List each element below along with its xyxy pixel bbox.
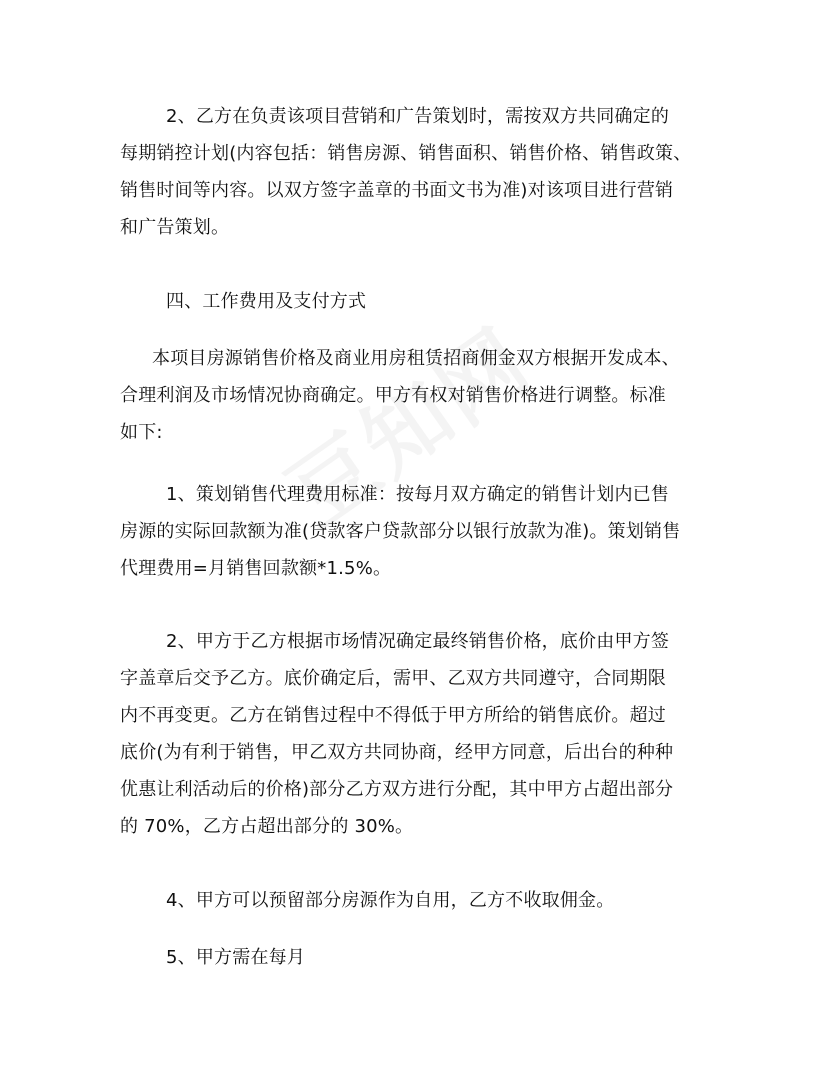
text-line: 代理费用=月销售回款额*1.5%。 <box>120 558 392 579</box>
heading-text: 四、工作费用及支付方式 <box>166 291 367 312</box>
text-line: 1、策划销售代理费用标准：按每月双方确定的销售计划内已售 <box>166 484 670 505</box>
text-line: 内不再变更。乙方在销售过程中不得低于甲方所给的销售底价。超过 <box>120 705 666 726</box>
text-line: 如下: <box>120 422 163 443</box>
paragraph-sales-plan <box>120 98 720 246</box>
paragraph-monthly <box>120 939 720 976</box>
text-line: 底价(为有利于销售，甲乙双方共同协商，经甲方同意，后出台的种种 <box>120 742 674 763</box>
text-line: 和广告策划。 <box>120 217 230 238</box>
text-line: 4、甲方可以预留部分房源作为自用，乙方不收取佣金。 <box>166 890 615 911</box>
text-line: 2、甲方于乙方根据市场情况确定最终销售价格，底价由甲方签 <box>166 631 670 652</box>
text-line: 的 70%，乙方占超出部分的 30%。 <box>120 816 414 837</box>
text-line: 每期销控计划(内容包括：销售房源、销售面积、销售价格、销售政策、 <box>120 143 692 164</box>
text-line: 优惠让利活动后的价格)部分乙方双方进行分配，其中甲方占超出部分 <box>120 779 674 800</box>
text-line: 销售时间等内容。以双方签字盖章的书面文书为准)对该项目进行营销 <box>120 180 674 201</box>
text-line: 5、甲方需在每月 <box>166 947 306 968</box>
paragraph-base-price <box>120 623 720 845</box>
text-line: 2、乙方在负责该项目营销和广告策划时，需按双方共同确定的 <box>166 106 670 127</box>
section-heading <box>120 283 720 320</box>
text-line: 本项目房源销售价格及商业用房租赁招商佣金双方根据开发成本、 <box>152 348 680 369</box>
paragraph-agency-fee <box>120 476 720 587</box>
text-line: 合理利润及市场情况协商确定。甲方有权对销售价格进行调整。标准 <box>120 385 666 406</box>
paragraph-pricing <box>120 340 720 451</box>
text-line: 字盖章后交予乙方。底价确定后，需甲、乙双方共同遵守，合同期限 <box>120 668 666 689</box>
text-line: 房源的实际回款额为准(贷款客户贷款部分以银行放款为准)。策划销售 <box>120 521 681 542</box>
paragraph-reserved-units <box>120 882 720 919</box>
